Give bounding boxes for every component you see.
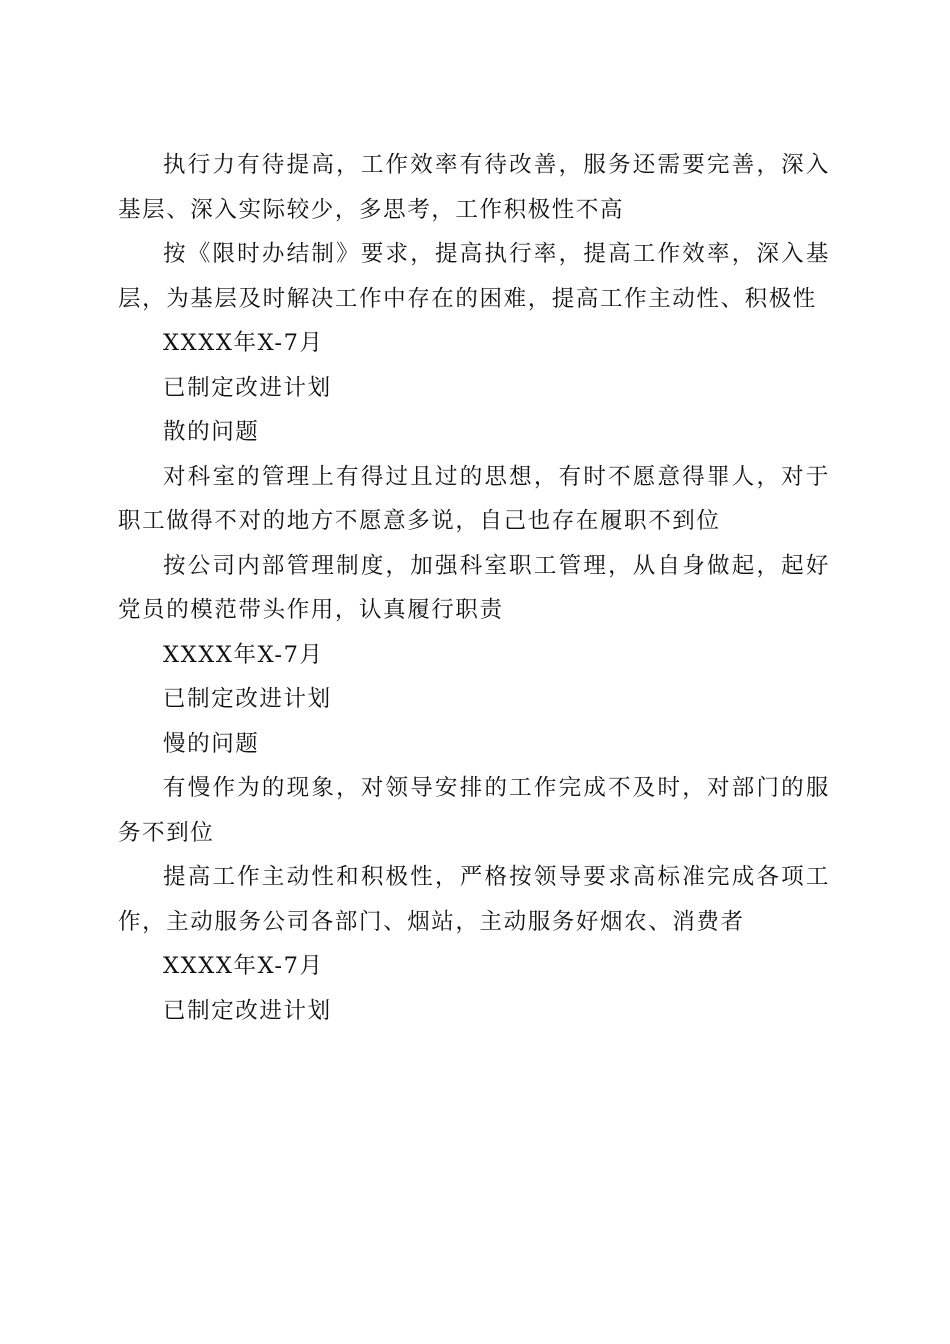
paragraph-2: 按《限时办结制》要求，提高执行率，提高工作效率，深入基层，为基层及时解决工作中存在的困难，提高工作主动性、积极性 [118,241,830,312]
paragraph-3-date: XXXX年X-7月 [163,330,324,356]
paragraph-6: 对科室的管理上有得过且过的思想，有时不愿意得罪人，对于职工做得不对的地方不愿意多说，自己也存在履职不到位 [118,463,830,534]
paragraph-12: 提高工作主动性和积极性，严格按领导要求高标准完成各项工作，主动服务公司各部门、烟站，主动服务好烟农、消费者 [118,864,830,935]
paragraph-14-status: 已制定改进计划 [163,997,332,1024]
paragraph-4-status: 已制定改进计划 [163,374,332,401]
paragraph-10-heading: 慢的问题 [163,730,260,757]
document-body [118,143,830,1033]
paragraph-9-status: 已制定改进计划 [163,686,332,712]
paragraph-13-date: XXXX年X-7月 [163,953,324,979]
paragraph-5-heading: 散的问题 [163,419,260,445]
paragraph-11: 有慢作为的现象，对领导安排的工作完成不及时，对部门的服务不到位 [118,775,830,846]
paragraph-7: 按公司内部管理制度，加强科室职工管理，从自身做起，起好党员的模范带头作用，认真履行职责 [118,552,830,623]
paragraph-8-date: XXXX年X-7月 [163,641,324,668]
paragraph-1: 执行力有待提高，工作效率有待改善，服务还需要完善，深入基层、深入实际较少，多思考，工作积极性不高 [118,152,830,223]
